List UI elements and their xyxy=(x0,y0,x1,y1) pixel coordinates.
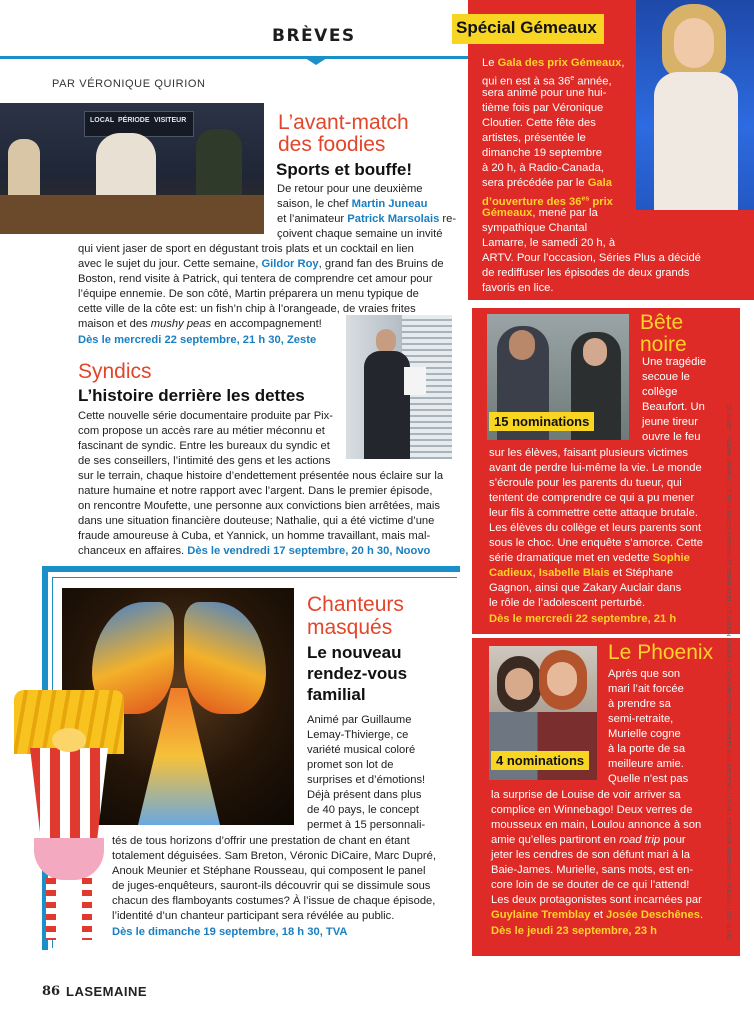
phoenix-line: semi-retraite, xyxy=(608,713,674,725)
foodies-line: maison et des mushy peas en accompagnement! xyxy=(78,318,322,330)
phoenix-line: à prendre sa xyxy=(608,698,671,710)
syndics-line: chanceux en affaires. Dès le vendredi 17 septembre, 20 h 30, Noovo xyxy=(78,545,431,557)
byline: PAR VÉRONIQUE QUIRION xyxy=(52,78,206,90)
man-head xyxy=(376,329,396,353)
phoenix-line: mari l’ait forcée xyxy=(608,683,684,695)
documents xyxy=(404,367,426,395)
phoenix-line: Après que son xyxy=(608,668,681,680)
foodies-line: avec le sujet du jour. Cette semaine, Gildor Roy, grand fan des Bruins de xyxy=(78,258,444,270)
page-number: 86 xyxy=(42,984,61,999)
phoenix-line: mousseux en main, Loulou annonce à son xyxy=(491,819,702,831)
phoenix-date: Dès le jeudi 23 septembre, 23 h xyxy=(491,925,658,937)
bete-line: secoue le xyxy=(642,371,690,383)
phoenix-line: Baie-James. Murielle, sans mots, est en- xyxy=(491,864,694,876)
photo-credit: TEXTE: ÉQ / PHOTOS: CHANTEURS MASQUÉS TVA (C) / GALA DES PRIX GÉMEAUX RADIO-CANADA (C) / SYNDICS NOOVO (C) / BÊTE NOIRE, LE PHOENIX SÉRIES PLUS (C) / L’AVANT-MATCH… ZESTE (C) xyxy=(727,402,733,940)
bete-noire-kicker-1: Bête xyxy=(640,311,684,334)
header-rule-notch xyxy=(302,56,330,65)
bete-line: s’écroule pour les parents du tueur, qui xyxy=(489,477,682,489)
bete-noire-date: Dès le mercredi 22 septembre, 21 h xyxy=(489,613,677,625)
syndics-line: nature humaine et notre rapport avec l’argent. Dans le premier épisode, xyxy=(78,485,433,497)
bete-noire-kicker-2: noire xyxy=(640,333,687,356)
section-title: BRÈVES xyxy=(272,26,356,46)
bete-line: Une tragédie xyxy=(642,356,707,368)
masked-line: de 40 pays, le concept xyxy=(307,804,419,816)
wing-right xyxy=(184,602,266,714)
masked-line: permet à 15 personnali- xyxy=(307,819,426,831)
scoreboard-periode: PÉRIODE xyxy=(118,117,150,124)
fries-leg-left xyxy=(46,878,56,940)
fries-leg-right xyxy=(82,878,92,940)
masked-line: surprises et d’émotions! xyxy=(307,774,426,786)
bete-line: tentent de comprendre ce qui a pu mener xyxy=(489,492,695,504)
host-face xyxy=(674,18,714,68)
masked-line: variété musical coloré xyxy=(307,744,416,756)
special-line: tième fois par Véronique xyxy=(482,102,604,114)
masked-date: Dès le dimanche 19 septembre, 18 h 30, TVA xyxy=(112,926,348,938)
foodies-line: Boston, rend visite à Patrick, qui tentera de comprendre cet amour pour xyxy=(78,273,433,285)
special-title: Spécial Gémeaux xyxy=(456,18,597,37)
bete-line: Gagnon, ainsi que Zakary Auclair dans xyxy=(489,582,682,594)
bete-line: collège xyxy=(642,386,678,398)
woman-left-face xyxy=(509,330,535,360)
bete-line: sur les élèves, faisant plusieurs victimes xyxy=(489,447,688,459)
special-line: artistes, présentée le xyxy=(482,132,586,144)
special-line: sympathique Chantal xyxy=(482,222,588,234)
special-line: qui en est à sa 36e année, xyxy=(482,75,612,88)
syndics-line: on rencontre Moufette, une personne aux convictions bien arrêtées, mais xyxy=(78,500,440,512)
special-line: d’ouverture des $36^{es}$ prix xyxy=(482,195,613,208)
foodies-line: De retour pour une deuxième xyxy=(277,183,423,195)
masked-headline-3: familial xyxy=(307,685,366,704)
bete-line: Cadieux, Isabelle Blais et Stéphane xyxy=(489,567,674,579)
bete-line: ouvre le feu xyxy=(642,431,701,443)
bete-line: Beaufort. Un xyxy=(642,401,705,413)
woman-dark-face xyxy=(505,668,533,700)
bete-line: le rôle de l’adolescent perturbé. xyxy=(489,597,646,609)
foodies-line: et l’animateur Patrick Marsolais re- xyxy=(277,213,457,225)
phoenix-line: à la porte de sa xyxy=(608,743,686,755)
phoenix-line: la surprise de Louise de voir arriver sa xyxy=(491,789,681,801)
phoenix-line: amie qu’elles partiront en road trip pour xyxy=(491,834,686,846)
special-line: Lamarre, le samedi 20 h, à xyxy=(482,237,616,249)
syndics-line: fraude amoureuse à Cuba, et Yannick, un homme travaillant, mais mal- xyxy=(78,530,431,542)
masked-line: totalement déguisées. Sam Breton, Véronic DiCaire, Marc Dupré, xyxy=(112,850,436,862)
masked-line: Anouk Meunier et Stéphane Rousseau, qui composent le panel xyxy=(112,865,426,877)
phoenix-kicker: Le Phoenix xyxy=(608,641,714,664)
syndics-headline: L’histoire derrière les dettes xyxy=(78,386,305,405)
syndics-line: sur le terrain, chaque histoire d’endettement présentée nous éclaire sur la xyxy=(78,470,444,482)
bete-line: Les élèves du collège et leurs parents sont xyxy=(489,522,702,534)
special-line: Gémeaux, mené par la xyxy=(482,207,598,219)
magazine-name: LASEMAINE xyxy=(66,984,148,999)
foodies-line: saison, le chef Martin Juneau xyxy=(277,198,428,210)
special-line: sera animé pour une hui- xyxy=(482,87,607,99)
special-line: Le Gala des prix Gémeaux, xyxy=(482,57,625,69)
masked-line: Déjà présent dans plus xyxy=(307,789,422,801)
masked-kicker-1: Chanteurs xyxy=(307,593,404,616)
scoreboard-visiteur: VISITEUR xyxy=(154,117,187,124)
syndics-line: Cette nouvelle série documentaire produite par Pix- xyxy=(78,410,333,422)
special-line: de rediffuser les épisodes de deux grands xyxy=(482,267,690,279)
masked-kicker-2: masqués xyxy=(307,616,393,639)
bete-line: leur fils à commettre cette attaque brutale. xyxy=(489,507,698,519)
woman-right-face xyxy=(583,338,607,366)
syndics-line: dans une situation financière douteuse; Nathalie, qui a été victime d’une xyxy=(78,515,435,527)
woman-red-face xyxy=(547,662,577,696)
fries-box xyxy=(30,748,108,840)
syndics-line: fascinant de syndic. Entre les bureaux du syndic et xyxy=(78,440,330,452)
syndics-line: de ses conseillers, l’intimité des gens et les actions xyxy=(78,455,331,467)
bete-line: avant de perdre lui-même la vie. Le monde xyxy=(489,462,702,474)
scoreboard-local: LOCAL xyxy=(90,117,115,124)
phoenix-line: jeter les cendres de son défunt mari à la xyxy=(491,849,690,861)
phoenix-nominations-badge: 4 nominations xyxy=(491,751,589,770)
masked-line: l’identité d’un chanteur participant sera révélée au public. xyxy=(112,910,395,922)
foodies-line: çoivent chaque semaine un invité xyxy=(277,228,443,240)
foodies-line: qui vient jaser de sport en dégustant trois plats et un cocktail en lien xyxy=(78,243,414,255)
special-line: ARTV. Pour l’occasion, Séries Plus a décidé xyxy=(482,252,701,264)
foodies-date: Dès le mercredi 22 septembre, 21 h 30, Zeste xyxy=(78,334,317,346)
fries-skirt xyxy=(34,838,104,880)
phoenix-line: Guylaine Tremblay et Josée Deschênes. xyxy=(491,909,704,921)
syndics-line: com propose un accès rare au métier méconnu et xyxy=(78,425,325,437)
special-line: favoris en lice. xyxy=(482,282,554,294)
masked-line: Animé par Guillaume xyxy=(307,714,412,726)
masked-line: Lemay-Thivierge, ce xyxy=(307,729,409,741)
foodies-line: cette ville de la côte est: un fish’n chip à l’orangeade, de vraies frites xyxy=(78,303,416,315)
foodies-photo xyxy=(0,103,264,234)
special-line: sera précédée par le Gala xyxy=(482,177,612,189)
special-line: à 20 h, à Radio-Canada, xyxy=(482,162,604,174)
phoenix-line: Murielle cogne xyxy=(608,728,681,740)
masked-line: chacun des flamboyants costumes? À l’issue de chaque épisode, xyxy=(112,895,436,907)
foodies-kicker-1: L’avant-match xyxy=(278,111,409,134)
syndics-photo xyxy=(346,315,452,459)
bete-line: sous le choc. Une enquête s’amorce. Cette xyxy=(489,537,703,549)
masked-line: tés de tous horizons d’offrir une prestation de chant en étant xyxy=(112,835,410,847)
special-line: dimanche 19 septembre xyxy=(482,147,603,159)
syndics-kicker: Syndics xyxy=(78,360,152,383)
veronique-photo xyxy=(636,0,754,210)
kitchen-counter xyxy=(0,195,264,234)
masked-headline-1: Le nouveau xyxy=(307,643,402,662)
phoenix-line: Quelle n’est pas xyxy=(608,773,689,785)
bete-line: jeune tireur xyxy=(642,416,698,428)
host-outfit xyxy=(654,72,738,210)
phoenix-line: Les deux protagonistes sont incarnées par xyxy=(491,894,702,906)
header-rule xyxy=(0,56,468,59)
masked-line: de juges-enquêteurs, sauront-ils découvrir qui se dissimule sous xyxy=(112,880,431,892)
bete-line: série dramatique met en vedette Sophie xyxy=(489,552,690,564)
foodies-kicker-2: des foodies xyxy=(278,133,386,156)
fries-face xyxy=(52,728,86,752)
masked-headline-2: rendez-vous xyxy=(307,664,408,683)
masked-line: promet son lot de xyxy=(307,759,394,771)
bete-noire-nominations-badge: 15 nominations xyxy=(489,412,594,431)
foodies-line: l’équipe ennemie. De son côté, Martin préparera un menu typique de xyxy=(78,288,419,300)
foodies-headline: Sports et bouffe! xyxy=(276,160,412,179)
syndics-date: Dès le vendredi 17 septembre, 20 h 30, Noovo xyxy=(187,545,431,557)
phoenix-line: core loin de se douter de ce qui l’attend! xyxy=(491,879,690,891)
phoenix-line: meilleure amie. xyxy=(608,758,684,770)
special-line: Cloutier. Cette fête des xyxy=(482,117,596,129)
phoenix-line: complice en Winnebago! Deux verres de xyxy=(491,804,693,816)
